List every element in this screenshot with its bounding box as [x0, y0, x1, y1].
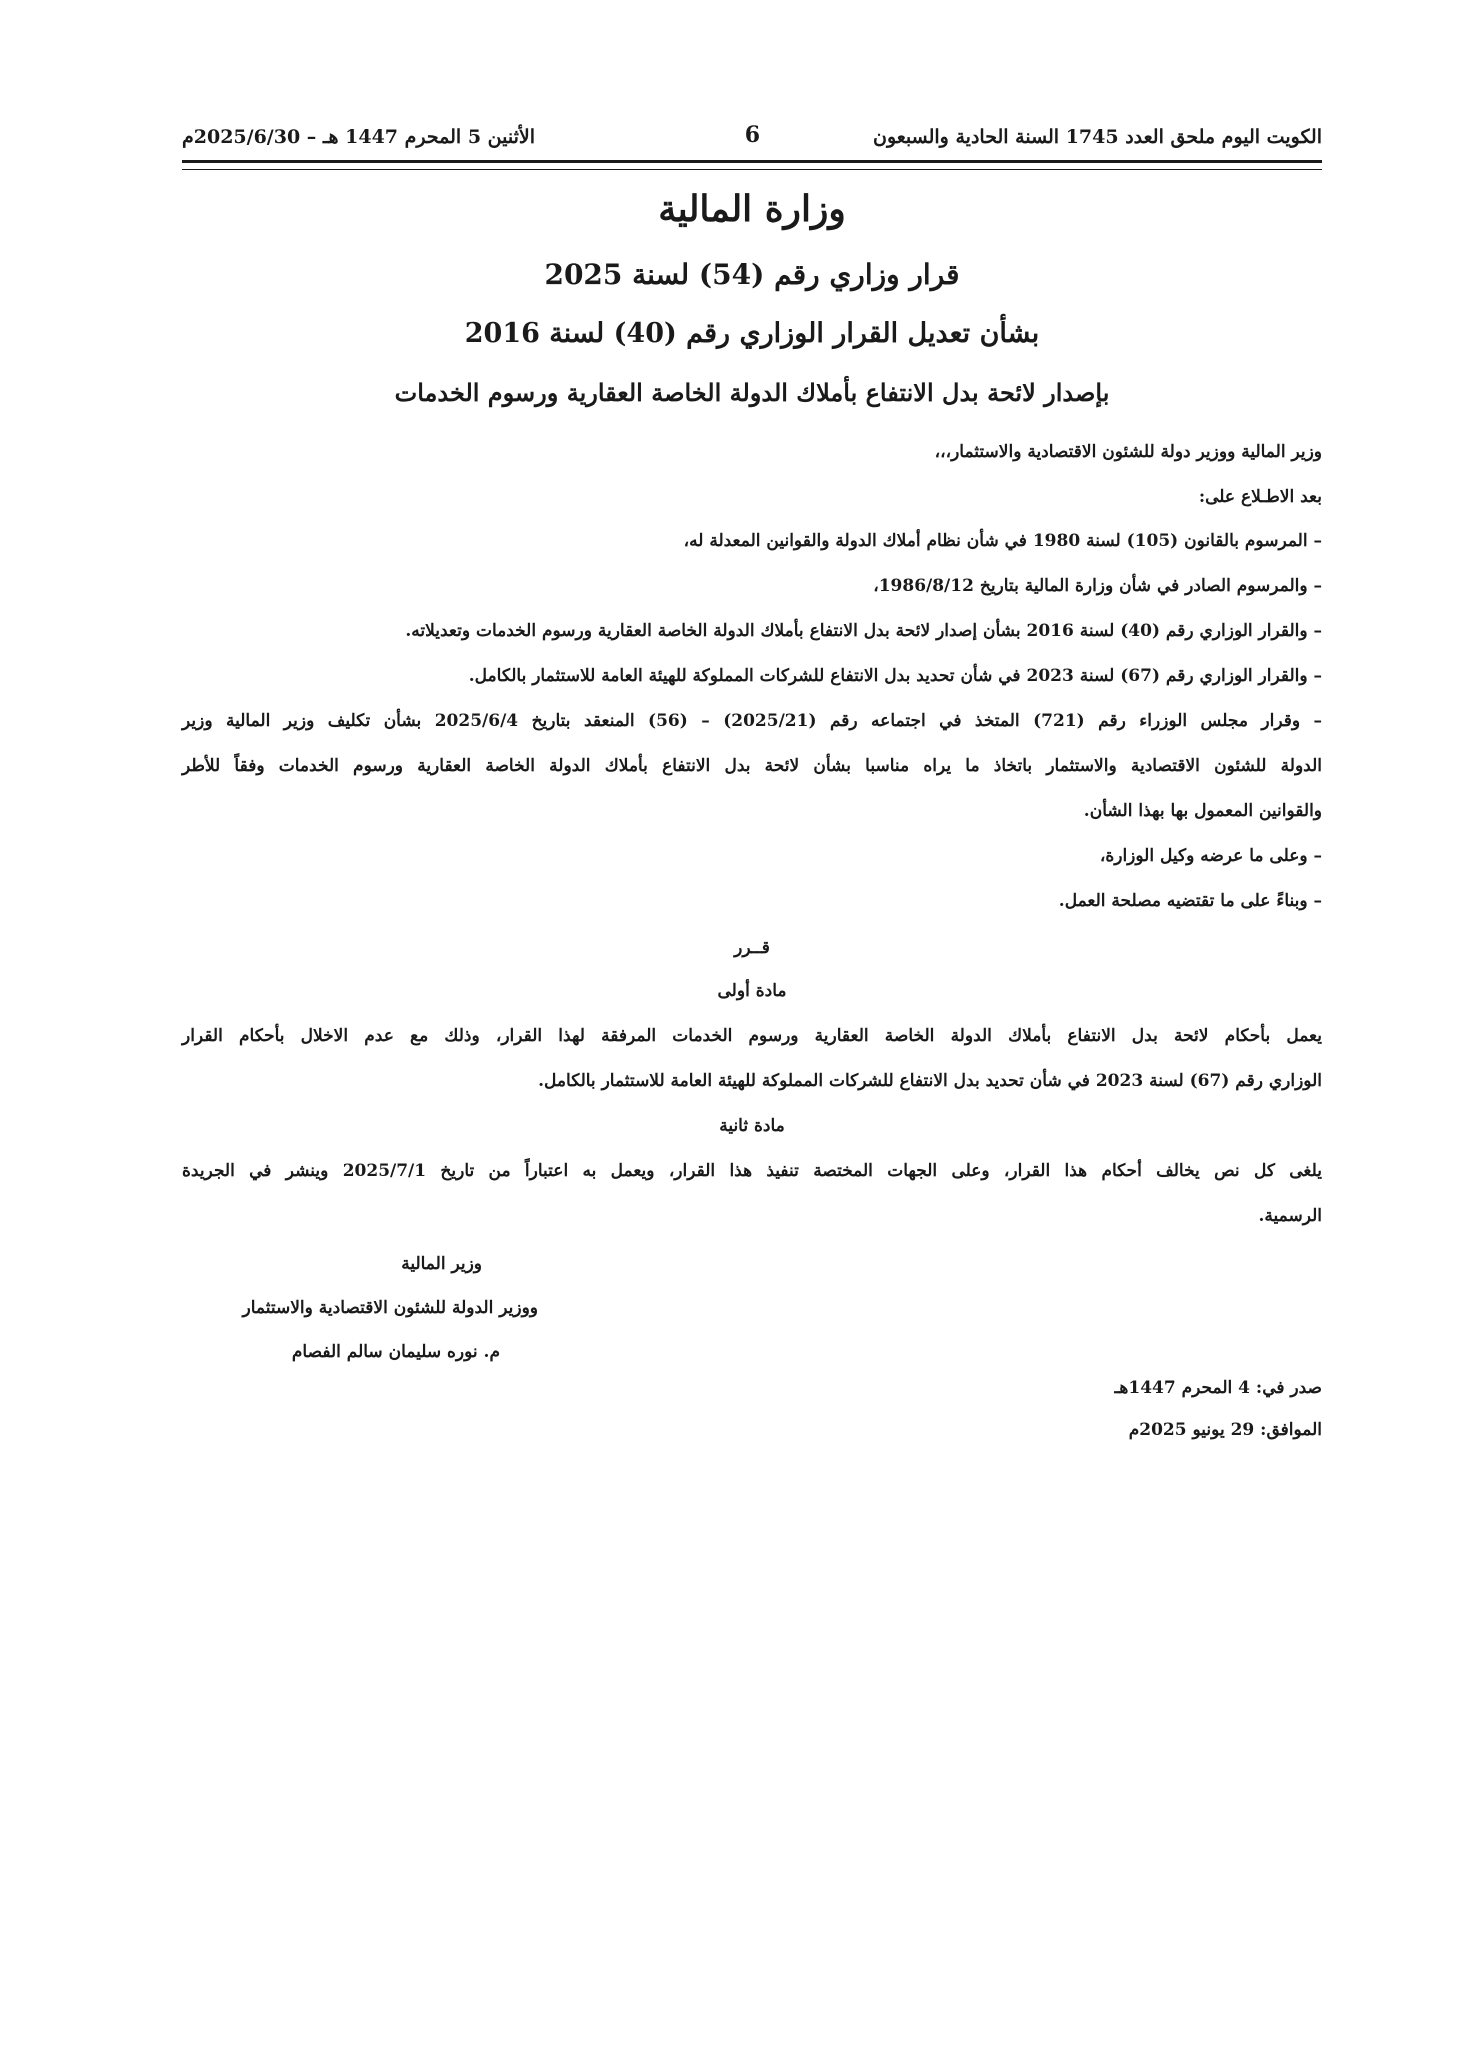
presented-line: – وعلى ما عرضه وكيل الوزارة، — [1099, 846, 1322, 866]
council-decision-line: والقوانين المعمول بها بهذا الشأن. — [1083, 801, 1322, 821]
amendment-title: بشأن تعديل القرار الوزاري رقم (40) لسنة 2016 — [464, 318, 1040, 349]
article2-heading: مادة ثانية — [719, 1116, 785, 1136]
council-decision-line: – وقرار مجلس الوزراء رقم (721) المتخذ في اجتماعه رقم (2025/21) – (56) المنعقد بتاريخ 2025/6/4 بشأن تكليف وزير المالية وزير — [182, 711, 1323, 731]
preamble-item: – والمرسوم الصادر في شأن وزارة المالية بتاريخ 1986/8/12، — [873, 576, 1322, 596]
decided-heading: قــرر — [734, 938, 770, 958]
signatory-title: ووزير الدولة للشئون الاقتصادية والاستثمار — [242, 1298, 538, 1318]
preamble-item: – والقرار الوزاري رقم (67) لسنة 2023 في شأن تحديد بدل الانتفاع للشركات المملوكة للهيئة العامة للاستثمار بالكامل. — [468, 666, 1322, 686]
preamble-item: – المرسوم بالقانون (105) لسنة 1980 في شأن نظام أملاك الدولة والقوانين المعدلة له، — [683, 531, 1322, 551]
header-date: الأثنين 5 المحرم 1447 هـ – 2025/6/30م — [182, 126, 535, 148]
article1-heading: مادة أولى — [717, 981, 787, 1001]
ministry-title: وزارة المالية — [658, 188, 846, 230]
page-number: 6 — [744, 122, 760, 148]
preamble-item: – والقرار الوزاري رقم (40) لسنة 2016 بشأن إصدار لائحة بدل الانتفاع بأملاك الدولة الخاصة العقارية ورسوم الخدمات وتعديلاته. — [405, 621, 1322, 641]
article1-text: يعمل بأحكام لائحة بدل الانتفاع بأملاك الدولة الخاصة العقارية ورسوم الخدمات المرفقة لهذا القرار، وذلك مع عدم الاخلال بأحكام القرار — [182, 1026, 1322, 1046]
article2-text: يلغى كل نص يخالف أحكام هذا القرار، وعلى الجهات المختصة تنفيذ هذا القرار، ويعمل به اعتباراً من تاريخ 2025/7/1 وينشر في الجريدة — [182, 1161, 1322, 1181]
issue-date-hijri: صدر في: 4 المحرم 1447هـ — [1114, 1378, 1322, 1398]
subject-title: بإصدار لائحة بدل الانتفاع بأملاك الدولة الخاصة العقارية ورسوم الخدمات — [394, 378, 1110, 407]
based-on-line: – وبناءً على ما تقتضيه مصلحة العمل. — [1058, 891, 1322, 911]
signatory-name: م. نوره سليمان سالم الفصام — [291, 1342, 500, 1362]
decision-title: قرار وزاري رقم (54) لسنة 2025 — [544, 258, 960, 291]
council-decision-line: الدولة للشئون الاقتصادية والاستثمار باتخاذ ما يراه مناسبا بشأن لائحة بدل الانتفاع بأملاك الدولة الخاصة العقارية ورسوم الخدمات وفقاً للأطر — [182, 756, 1322, 776]
issue-dates — [922, 1378, 1322, 1458]
header-issue-info: الكويت اليوم ملحق العدد 1745 السنة الحادية والسبعون — [873, 126, 1322, 148]
signature-block — [180, 1240, 560, 1380]
after-review-line: بعد الاطـلاع على: — [1198, 487, 1322, 507]
decision-body — [182, 0, 1322, 2067]
article2-text: الرسمية. — [1258, 1206, 1322, 1226]
issuer-line: وزير المالية ووزير دولة للشئون الاقتصادية والاستثمار،،، — [934, 442, 1322, 462]
article1-text: الوزاري رقم (67) لسنة 2023 في شأن تحديد بدل الانتفاع للشركات المملوكة للهيئة العامة للاستثمار بالكامل. — [538, 1071, 1322, 1091]
signatory-title: وزير المالية — [401, 1254, 482, 1274]
issue-date-gregorian: الموافق: 29 يونيو 2025م — [1128, 1420, 1322, 1440]
